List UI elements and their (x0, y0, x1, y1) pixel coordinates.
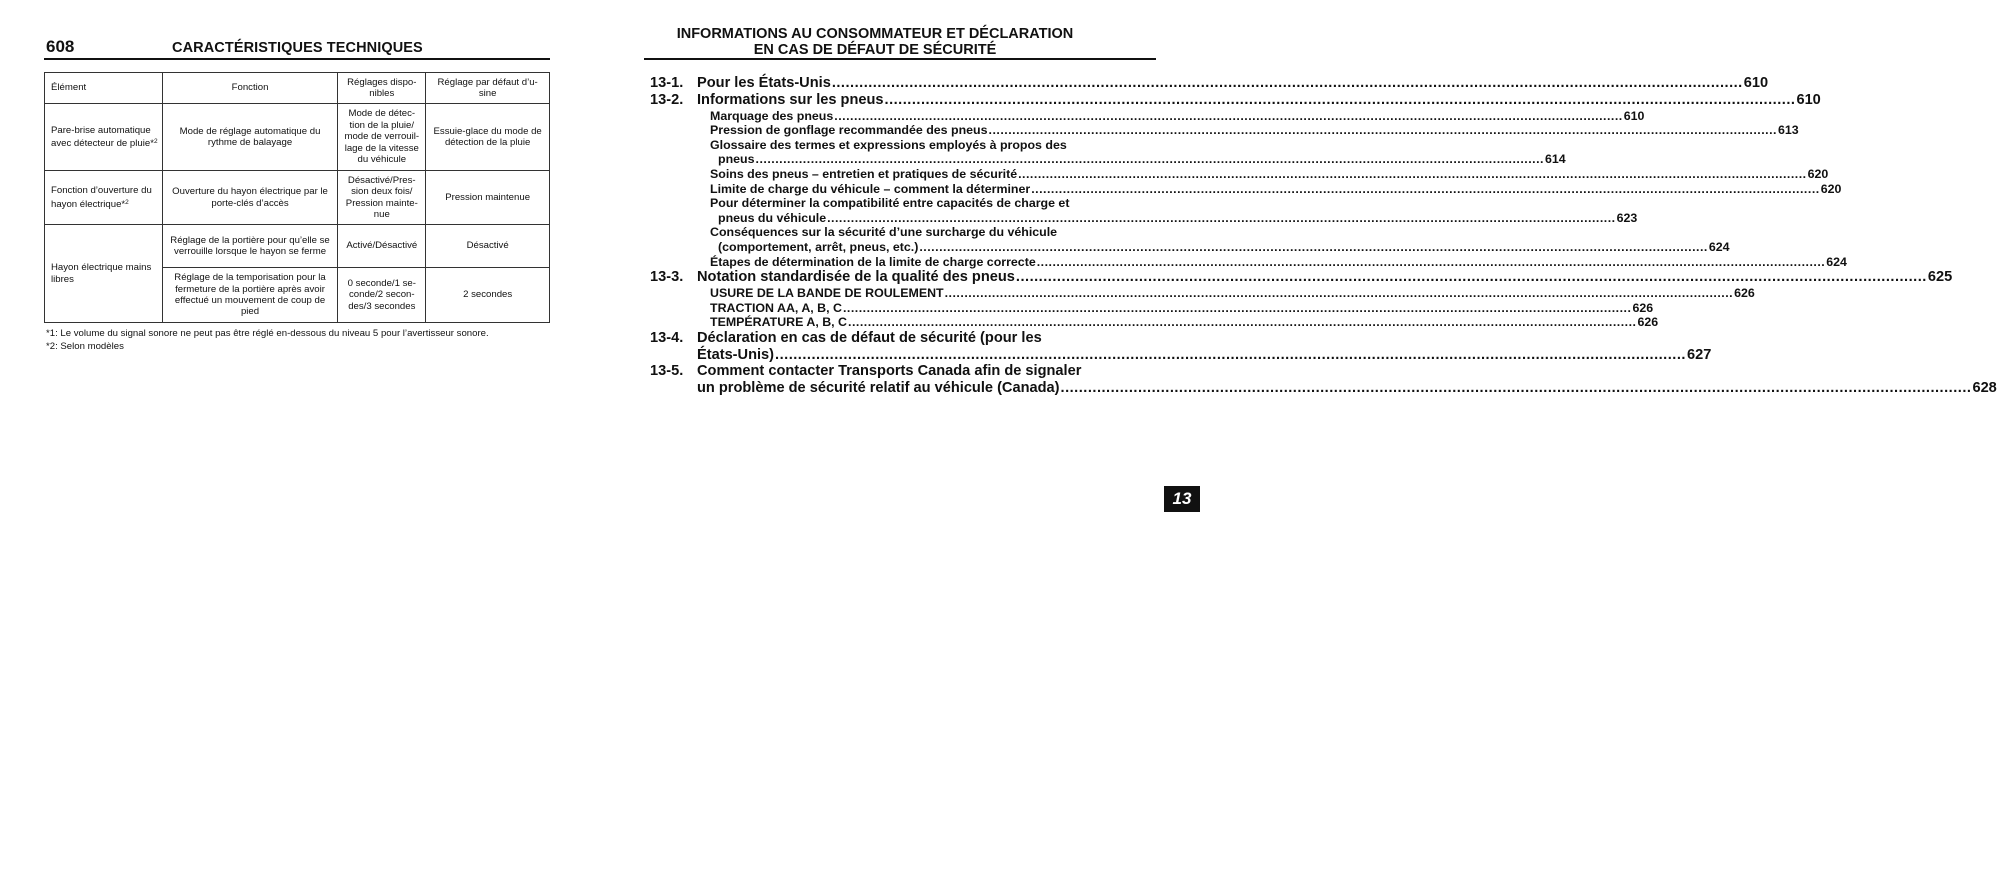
cell-element (45, 171, 163, 225)
leader-dots (1061, 380, 1972, 397)
toc-section-13-1[interactable] (650, 75, 1769, 92)
cell-options: 0 seconde/1 se-conde/2 secon-des/3 secondes (338, 268, 426, 323)
cell-options: Mode de détec-tion de la pluie/ mode de verrouil-lage de la vitesse du véhicule (338, 104, 426, 171)
toc-item[interactable] (710, 315, 1659, 330)
toc-item[interactable] (710, 137, 1566, 167)
leader-dots (989, 123, 1778, 138)
header-rule (44, 58, 550, 60)
toc-item[interactable] (710, 181, 1842, 197)
header-default: Réglage par défaut d’u-sine (426, 73, 550, 104)
leader-dots (885, 92, 1796, 109)
table-row (45, 171, 550, 225)
toc-item-text: Marquage des pneus (710, 108, 834, 123)
toc-subsections-13-2 (710, 108, 1847, 270)
toc-section-number: 13-5. (650, 363, 684, 380)
toc-page: 624 (1826, 254, 1847, 269)
footnote-ref: 2 (125, 198, 129, 206)
toc-page: 626 (1734, 285, 1755, 300)
toc-item-text: USURE DE LA BANDE DE ROULEMENT (710, 285, 944, 300)
toc-section-title: Notation standardisée de la qualité des pneus (697, 269, 1015, 286)
leader-dots (848, 315, 1637, 330)
toc-item-text: TEMPÉRATURE A, B, C (710, 315, 847, 330)
toc-item[interactable] (710, 108, 1645, 124)
leader-dots (1016, 269, 1927, 286)
toc-item[interactable] (710, 225, 1730, 254)
toc-item-text-cont: pneus du véhicule (718, 210, 827, 225)
leader-dots (1037, 255, 1826, 270)
cell-element (45, 104, 163, 171)
toc-section-13-3[interactable] (650, 269, 1953, 286)
toc-page: 620 (1820, 181, 1842, 196)
cell-element-text: Pare-brise automatique avec détecteur de pluie* (51, 124, 154, 149)
toc-subsections-13-3 (710, 285, 1755, 330)
toc-item-text-cont: (comportement, arrêt, pneus, etc.) (718, 239, 919, 254)
leader-dots (945, 286, 1734, 301)
toc-page: 614 (1545, 152, 1566, 167)
page-number: 608 (46, 37, 75, 56)
toc-page: 625 (1927, 269, 1953, 286)
leader-dots (1031, 182, 1820, 197)
cell-options: Désactivé/Pres-sion deux fois/ Pression mainte-nue (338, 171, 426, 225)
toc-item-text: Étapes de détermination de la limite de charge correcte (710, 254, 1036, 269)
cell-function: Mode de réglage automatique du rythme de balayage (162, 104, 338, 171)
leader-dots (832, 75, 1743, 92)
cell-options: Activé/Désactivé (338, 225, 426, 268)
toc-item[interactable] (710, 196, 1638, 225)
toc-section-13-2[interactable] (650, 91, 1821, 109)
toc-item-text: Glossaire des termes et expressions employés à propos des (710, 137, 1067, 152)
toc-item-text-cont: pneus (718, 152, 755, 167)
table-of-contents (650, 75, 1997, 397)
cell-element-text: Fonction d’ouverture du hayon électrique* (51, 185, 152, 210)
leader-dots (919, 240, 1708, 255)
toc-section-title-cont: un problème de sécurité relatif au véhicule (Canada) (697, 380, 1060, 397)
toc-item-text: Conséquences sur la sécurité d’une surcharge du véhicule (710, 225, 1058, 240)
section-title: CARACTÉRISTIQUES TECHNIQUES (172, 40, 423, 56)
toc-page: 626 (1637, 315, 1659, 330)
footnote-ref: 2 (153, 138, 158, 145)
table-row (45, 225, 550, 268)
toc-item-text: Pour déterminer la compatibilité entre capacités de charge et (710, 196, 1070, 211)
toc-page: 626 (1632, 300, 1654, 315)
toc-page: 623 (1616, 210, 1638, 225)
toc-page: 610 (1796, 91, 1821, 108)
footnote-2: *2: Selon modèles (46, 340, 124, 352)
toc-item[interactable] (710, 123, 1799, 138)
toc-section-title: Pour les États-Unis (697, 75, 831, 91)
cell-element: Hayon électrique mains libres (45, 225, 163, 323)
toc-section-13-5[interactable] (650, 363, 1997, 397)
chapter-title-line-1: INFORMATIONS AU CONSOMMATEUR ET DÉCLARATION (676, 26, 1074, 42)
toc-page: 610 (1623, 108, 1645, 123)
toc-item[interactable] (710, 254, 1847, 270)
footnotes (46, 328, 489, 353)
leader-dots (827, 211, 1616, 226)
toc-page: 628 (1972, 380, 1997, 397)
cell-function: Ouverture du hayon électrique par le porte-clés d’accès (162, 171, 338, 225)
header-function: Fonction (162, 73, 338, 104)
toc-page: 627 (1686, 346, 1712, 363)
chapter-title-line-2: EN CAS DE DÉFAUT DE SÉCURITÉ (753, 42, 997, 58)
toc-item-text: TRACTION AA, A, B, C (710, 300, 842, 315)
cell-function: Réglage de la temporisation pour la fermeture de la portière après avoir effectué un mouvement de coup de pied (162, 268, 338, 323)
leader-dots (1018, 167, 1807, 182)
toc-item[interactable] (710, 300, 1654, 316)
left-page (0, 0, 600, 896)
leader-dots (843, 301, 1632, 316)
toc-section-13-4[interactable] (650, 329, 1712, 364)
cell-default: Désactivé (426, 225, 550, 268)
toc-item[interactable] (710, 166, 1829, 182)
toc-page: 624 (1708, 239, 1730, 254)
right-page (600, 0, 1997, 896)
header-options: Réglages dispo-nibles (338, 73, 426, 104)
toc-item-text: Soins des pneus – entretien et pratiques de sécurité (710, 166, 1018, 181)
leader-dots (775, 347, 1686, 364)
toc-section-number: 13-2. (650, 91, 684, 108)
toc-section-number: 13-4. (650, 329, 684, 346)
cell-default: 2 secondes (426, 268, 550, 323)
toc-page: 610 (1743, 75, 1769, 91)
cell-default: Essuie-glace du mode de détection de la pluie (426, 104, 550, 171)
toc-item[interactable] (710, 285, 1755, 301)
toc-section-title: Déclaration en cas de défaut de sécurité (pour les (697, 329, 1042, 346)
toc-item-text: Pression de gonflage recommandée des pneus (710, 123, 988, 138)
header-rule (644, 58, 1156, 60)
toc-section-title: Comment contacter Transports Canada afin de signaler (697, 363, 1082, 380)
toc-page: 620 (1807, 166, 1829, 181)
toc-section-number: 13-1. (650, 75, 684, 91)
leader-dots (756, 152, 1545, 167)
toc-page: 613 (1778, 123, 1799, 138)
toc-section-number: 13-3. (650, 269, 684, 286)
toc-section-title-cont: États-Unis) (697, 346, 775, 363)
header-element: Élément (45, 73, 163, 104)
footnote-1: *1: Le volume du signal sonore ne peut pas être réglé en-dessous du niveau 5 pour l’avertisseur sonore. (46, 328, 489, 339)
toc-item-text: Limite de charge du véhicule – comment la déterminer (710, 181, 1031, 196)
chapter-title (650, 26, 1100, 58)
leader-dots (834, 109, 1623, 124)
chapter-tab: 13 (1164, 486, 1200, 512)
table-row (45, 104, 550, 171)
toc-section-title: Informations sur les pneus (697, 91, 884, 108)
table-header-row (45, 73, 550, 104)
cell-default: Pression maintenue (426, 171, 550, 225)
settings-table (44, 72, 550, 323)
cell-function: Réglage de la portière pour qu’elle se verrouille lorsque le hayon se ferme (162, 225, 338, 268)
